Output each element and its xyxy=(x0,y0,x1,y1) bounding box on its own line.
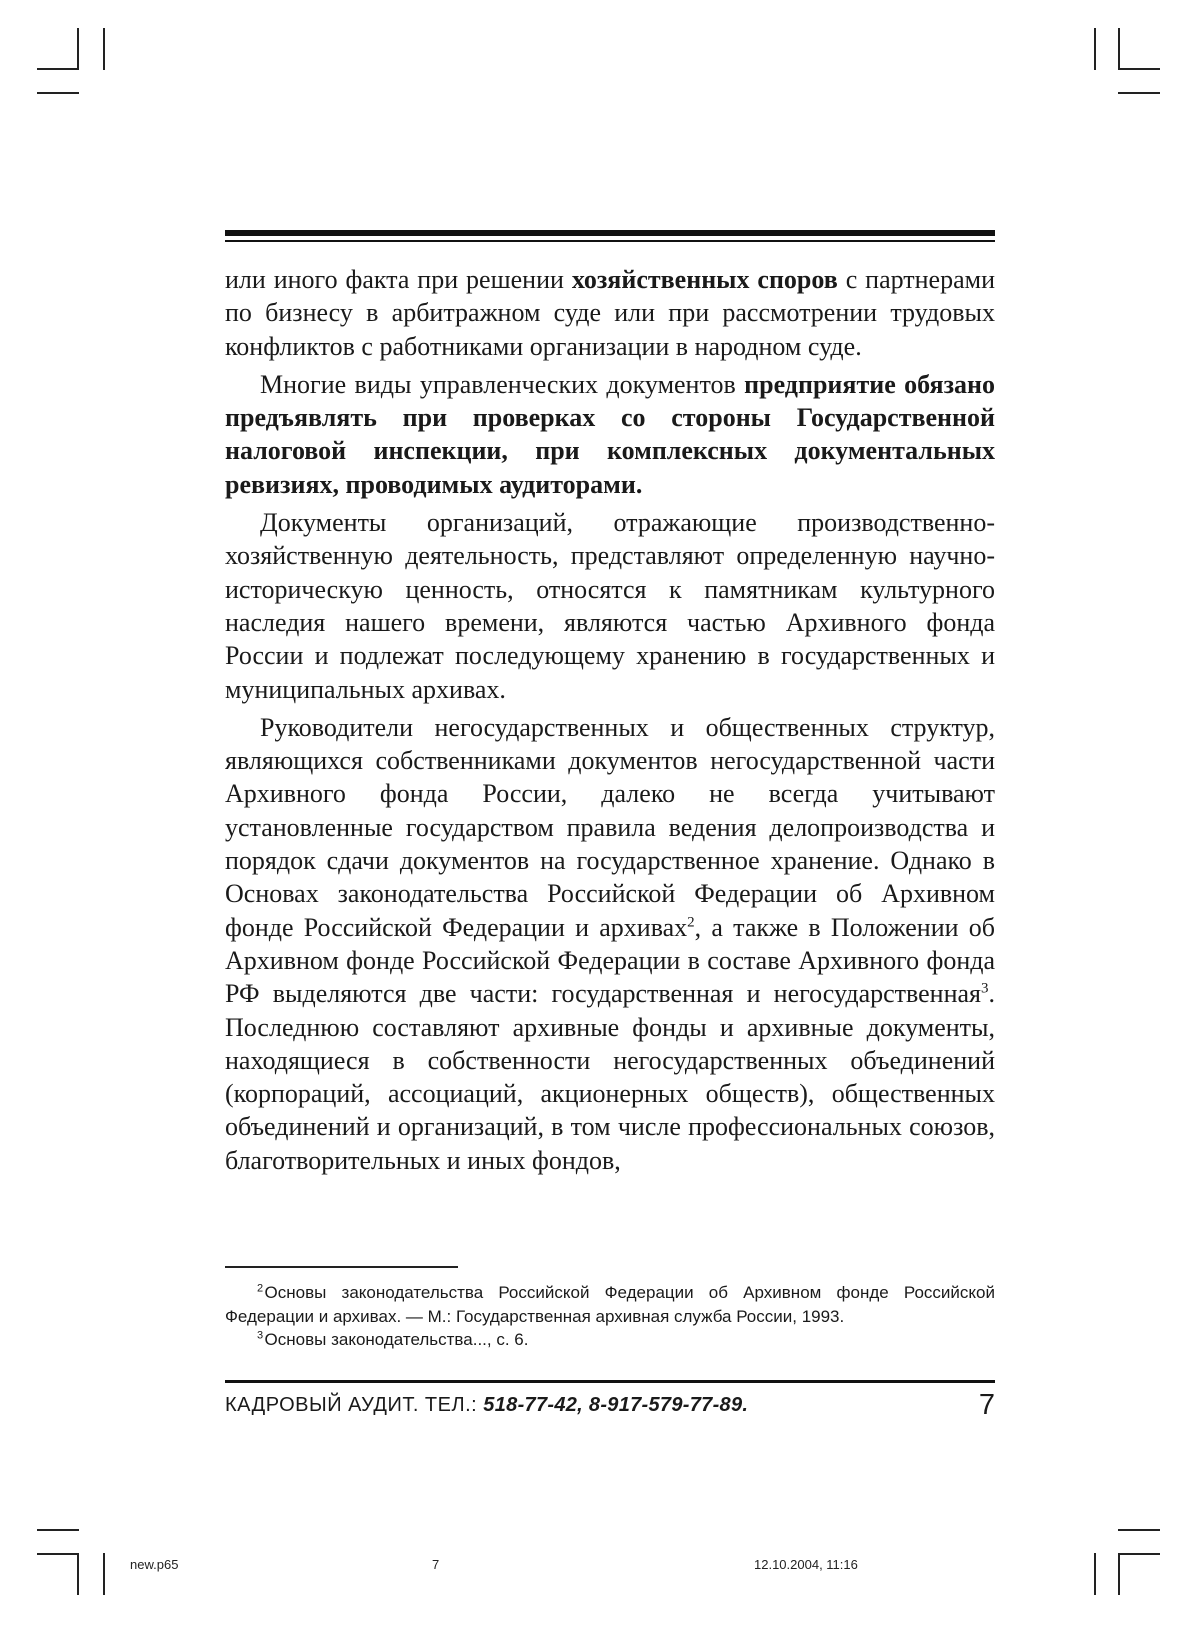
paragraph-4 xyxy=(225,711,995,1177)
footnote xyxy=(225,1281,995,1328)
crop-mark xyxy=(1118,92,1160,94)
crop-mark xyxy=(103,1553,105,1595)
footnote xyxy=(225,1328,995,1352)
crop-mark xyxy=(1094,28,1096,70)
crop-mark xyxy=(103,28,105,70)
footnote-ref[interactable]: 2 xyxy=(687,913,695,930)
footer-phones: 518-77-42, 8-917-579-77-89. xyxy=(483,1394,749,1416)
footnotes xyxy=(225,1281,995,1352)
text-run: , а также в Положении об Архивном фонде Российской Федерации в составе Архивного фонда РФ выделяются две части: государственная и негосударственная xyxy=(225,912,995,1009)
slug-timestamp: 12.10.2004, 11:16 xyxy=(754,1557,858,1572)
crop-mark xyxy=(37,1529,79,1531)
footnote-number: 2 xyxy=(257,1282,264,1295)
footnote-text: Основы законодательства Российской Федерации об Архивном фонде Российской Федерации и архивах. — М.: Государственная архивная служба России, 1993. xyxy=(225,1283,995,1326)
slug-file: new.p65 xyxy=(130,1557,179,1572)
text-run: с партнерами по бизнесу в арбитражном суде или при рассмотрении трудовых конфликтов с работниками организации в народном суде. xyxy=(225,265,995,361)
paragraph-1 xyxy=(225,263,995,363)
crop-mark xyxy=(1118,68,1160,70)
crop-mark xyxy=(1118,28,1120,70)
text-run: . Последнюю составляют архивные фонды и архивные документы, находящиеся в собственности негосударственных объединений (корпораций, ассоциаций, акционерных обществ), общественных объединений и организаций, в том числе профессиональных союзов, благотворительных и иных фондов, xyxy=(225,979,995,1175)
crop-mark xyxy=(1118,1529,1160,1531)
crop-mark xyxy=(1094,1553,1096,1595)
crop-mark xyxy=(1118,1553,1160,1555)
bold-run: хозяйственных споров xyxy=(571,265,838,294)
main-text xyxy=(225,263,995,1182)
paragraph-3: Документы организаций, отражающие производственно-хозяйственную деятельность, представляют определенную научно-историческую ценность, относятся к памятникам культурного наследия нашего времени, являются частью Архивного фонда России и подлежат последующему хранению в государственных и муниципальных архивах. xyxy=(225,508,995,704)
slug-page: 7 xyxy=(432,1557,440,1572)
header-rule-thick xyxy=(225,230,995,236)
footnote-separator xyxy=(225,1266,458,1268)
footer-rule xyxy=(225,1380,995,1383)
crop-mark xyxy=(37,1553,79,1555)
text-run: или иного факта при решении xyxy=(225,265,572,294)
footer-label: КАДРОВЫЙ АУДИТ. ТЕЛ.: xyxy=(225,1394,484,1416)
footnote-number: 3 xyxy=(257,1329,264,1342)
header-rule-thin xyxy=(225,240,995,242)
bold-run: предприятие обязано предъявлять при проверках со стороны Государственной налоговой инспекции, при комплексных документальных ревизиях, проводимых аудиторами. xyxy=(225,369,995,499)
footnote-ref[interactable]: 3 xyxy=(981,980,989,997)
crop-mark xyxy=(1118,1553,1120,1595)
crop-mark xyxy=(77,1553,79,1595)
page-number: 7 xyxy=(978,1389,995,1421)
paragraph-2 xyxy=(225,368,995,501)
text-run: Многие виды управленческих документов xyxy=(260,369,745,399)
crop-mark xyxy=(37,92,79,94)
footnote-text: Основы законодательства..., с. 6. xyxy=(264,1330,529,1349)
crop-mark xyxy=(37,68,77,70)
crop-mark xyxy=(77,28,79,70)
footer-contact xyxy=(225,1394,748,1417)
text-run: Руководители негосударственных и общественных структур, являющихся собственниками документов негосударственной части Архивного фонда России, далеко не всегда учитывают установленные государством правила ведения делопроизводства и порядок сдачи документов на государственное хранение. Однако в Основах законодательства Российской Федерации об Архивном фонде Российской Федерации и архивах xyxy=(225,712,995,942)
running-footer xyxy=(225,1389,995,1426)
